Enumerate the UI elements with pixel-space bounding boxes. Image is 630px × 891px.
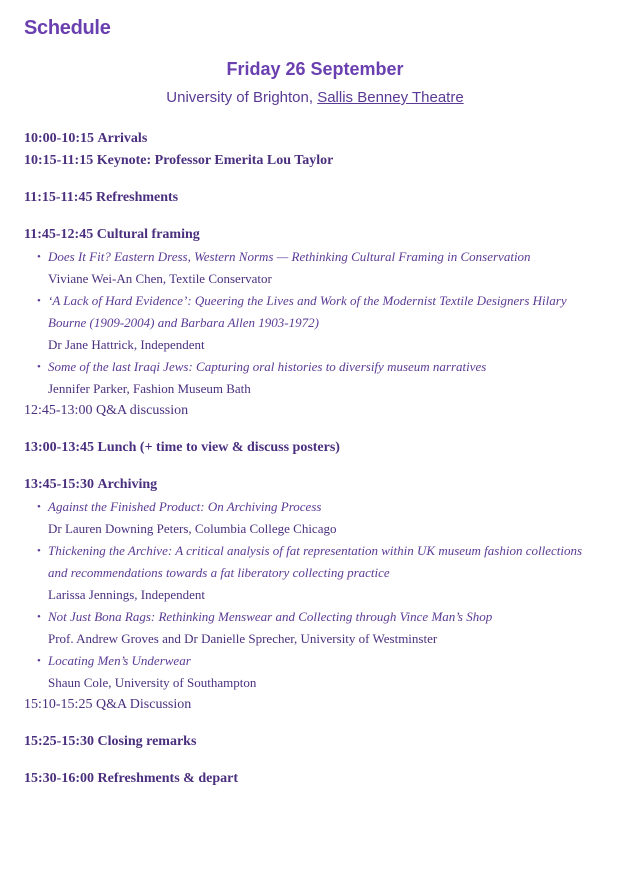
talk-title: • Does It Fit? Eastern Dress, Western Norms — Rethinking Cultural Framing in Conservation <box>24 246 614 268</box>
slot-time: 13:00-13:45 <box>24 440 94 455</box>
slot-time: 15:30-16:00 <box>24 771 94 786</box>
talk-title: • Against the Finished Product: On Archiving Process <box>24 496 614 518</box>
slot-label: Archiving <box>97 477 158 492</box>
slot-qa-discussion <box>24 400 614 422</box>
talk-speaker: Shaun Cole, University of Southampton <box>48 675 257 690</box>
talk-item <box>24 540 614 606</box>
talk-item <box>24 356 614 400</box>
slot-time: 11:45-12:45 <box>24 227 94 242</box>
slot-label: Q&A discussion <box>95 403 189 418</box>
venue-line <box>0 89 630 106</box>
slot-cultural-framing <box>24 224 614 246</box>
slot-time: 11:15-11:45 <box>24 190 93 205</box>
talk-item <box>24 650 614 694</box>
bullet-icon: • <box>37 251 41 263</box>
bullet-icon: • <box>37 501 41 513</box>
slot-label: Refreshments <box>95 190 179 205</box>
talk-speaker: Prof. Andrew Groves and Dr Danielle Sprecher, University of Westminster <box>48 631 438 646</box>
talk-title: • Thickening the Archive: A critical analysis of fat representation within UK museum fashion collections <box>24 540 614 562</box>
slot-label: Lunch (+ time to view & discuss posters) <box>97 440 340 455</box>
slot-keynote <box>24 150 614 172</box>
talk-title-continued: Bourne (1909-2004) and Barbara Allen 1903-1972) <box>48 315 319 330</box>
talk-title: • Some of the last Iraqi Jews: Capturing oral histories to diversify museum narratives <box>24 356 614 378</box>
talk-speaker: Larissa Jennings, Independent <box>48 587 206 602</box>
talk-speaker: Dr Lauren Downing Peters, Columbia College Chicago <box>48 521 337 536</box>
talk-speaker: Viviane Wei-An Chen, Textile Conservator <box>48 271 272 286</box>
talk-item <box>24 290 614 356</box>
talk-title-continued: and recommendations towards a fat liberatory collecting practice <box>48 565 390 580</box>
slot-time: 12:45-13:00 <box>24 403 93 418</box>
slot-lunch <box>24 437 614 459</box>
slot-label: Closing remarks <box>97 734 197 749</box>
slot-label: Cultural framing <box>96 227 200 242</box>
venue-link[interactable]: Sallis Benney Theatre <box>317 89 464 106</box>
bullet-icon: • <box>37 611 41 623</box>
slot-refreshments <box>24 187 614 209</box>
slot-time: 10:15-11:15 <box>24 153 94 168</box>
slot-time: 15:10-15:25 <box>24 697 93 712</box>
talk-item <box>24 496 614 540</box>
talk-title: • ‘A Lack of Hard Evidence’: Queering the Lives and Work of the Modernist Textile Designers Hilary <box>24 290 614 312</box>
bullet-icon: • <box>37 545 41 557</box>
venue-prefix: University of Brighton, <box>166 89 318 106</box>
slot-closing-remarks <box>24 731 614 753</box>
slot-time: 10:00-10:15 <box>24 131 94 146</box>
talk-speaker: Dr Jane Hattrick, Independent <box>48 337 205 352</box>
talk-item <box>24 246 614 290</box>
bullet-icon: • <box>37 655 41 667</box>
slot-label: Arrivals <box>97 131 148 146</box>
event-date: Friday 26 September <box>226 59 404 79</box>
page-heading: Schedule <box>24 17 111 39</box>
slot-label: Keynote: Professor Emerita Lou Taylor <box>96 153 334 168</box>
talk-item <box>24 606 614 650</box>
slot-label: Q&A Discussion <box>95 697 192 712</box>
talk-title: • Locating Men’s Underwear <box>24 650 614 672</box>
slot-time: 13:45-15:30 <box>24 477 94 492</box>
slot-label: Refreshments & depart <box>97 771 238 786</box>
bullet-icon: • <box>37 361 41 373</box>
slot-arrivals <box>24 128 614 150</box>
talk-title: • Not Just Bona Rags: Rethinking Menswear and Collecting through Vince Man’s Shop <box>24 606 614 628</box>
slot-depart <box>24 768 614 790</box>
schedule-list <box>24 128 614 790</box>
slot-archiving <box>24 474 614 496</box>
slot-time: 15:25-15:30 <box>24 734 94 749</box>
bullet-icon: • <box>37 295 41 307</box>
talk-speaker: Jennifer Parker, Fashion Museum Bath <box>48 381 251 396</box>
slot-qa-discussion-2 <box>24 694 614 716</box>
